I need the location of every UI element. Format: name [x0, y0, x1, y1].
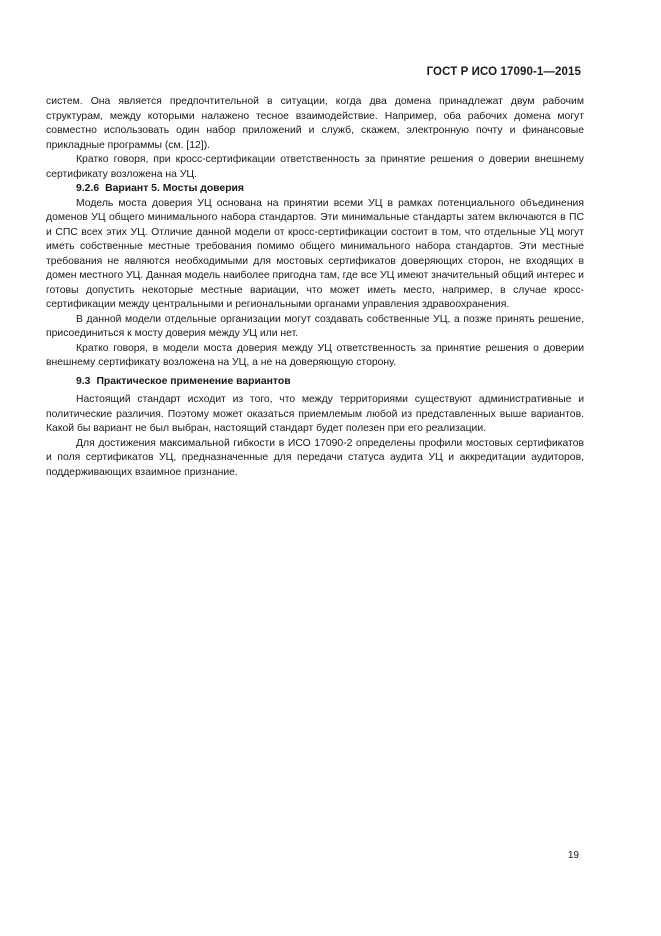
document-body	[46, 95, 584, 480]
paragraph-continuation: систем. Она является предпочтительной в ситуации, когда два домена принадлежат двум рабочим структурам, между которыми налажено тесное взаимодействие. Например, оба рабочих домена могут совместно использовать один набор приложений и служб, скажем, электронную почту и финансовые прикладные программы (см. [12]).	[46, 96, 584, 151]
document-header: ГОСТ Р ИСО 17090-1—2015	[426, 66, 581, 78]
section-number: 9.3	[76, 375, 91, 387]
section-heading-9-2-6	[46, 182, 584, 197]
paragraph-bridge-organizations: В данной модели отдельные организации могут создавать собственные УЦ, а позже принять решение, присоединиться к мосту доверия между УЦ или нет.	[46, 313, 584, 339]
section-title: Вариант 5. Мосты доверия	[105, 183, 244, 194]
section-title: Практическое применение вариантов	[96, 375, 291, 387]
paragraph-practical-application: Настоящий стандарт исходит из того, что между территориями существуют административные и политические различия. Поэтому может оказаться приемлемым любой из представленных выше вариантов. Какой бы вариант не был выбран, настоящий стандарт будет полезен при его реализации.	[46, 394, 584, 434]
section-heading-9-3	[46, 375, 584, 390]
paragraph-bridge-summary: Кратко говоря, в модели моста доверия между УЦ ответственность за принятие решения о доверии внешнему сертификату возложена на УЦ, а не на доверяющую сторону.	[46, 342, 584, 368]
paragraph-iso-17090-2: Для достижения максимальной гибкости в ИСО 17090-2 определены профили мостовых сертификатов и поля сертификатов УЦ, предназначенные для передачи статуса аудита УЦ и аккредитации аудиторов, поддерживающих взаимное признание.	[46, 437, 584, 478]
section-number: 9.2.6	[76, 183, 100, 194]
paragraph-cross-certification-summary: Кратко говоря, при кросс-сертификации ответственность за принятие решения о доверии внешнему сертификату возложена на УЦ.	[46, 154, 584, 180]
paragraph-bridge-model: Модель моста доверия УЦ основана на принятии всеми УЦ в рамках потенциального объединения доменов УЦ общего минимального набора стандартов. Эти минимальные стандарты затем включаются в ПС и СПС всех этих УЦ. Отличие данной модели от кросс-сертификации состоит в том, что отдельные УЦ могут иметь собственные местные требования помимо общего минимального набора стандартов. Эти местные требования не являются необходимыми для мостовых сертификатов доверяющих сторон, не входящих в домен местного УЦ. Данная модель наиболее пригодна там, где все УЦ имеют значительный общий интерес и готовы допустить некоторые местные вариации, что может иметь место, например, в случае кросс-сертификации между центральными и региональными органами управления здравоохранения.	[46, 197, 584, 310]
page-number: 19	[567, 850, 579, 861]
